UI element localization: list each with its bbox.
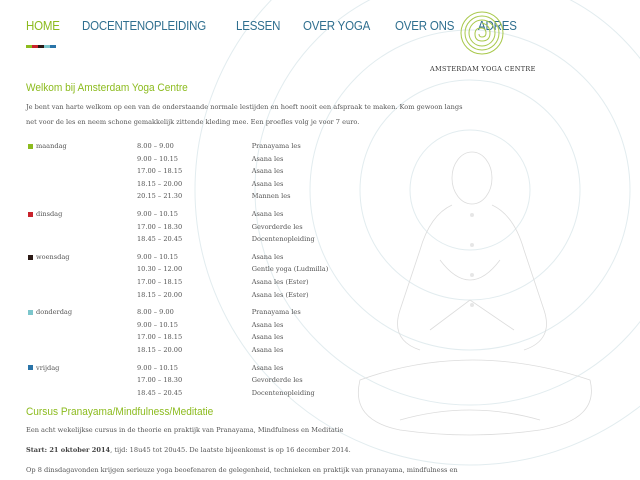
class-cell: Asana les	[251, 179, 284, 188]
day-color-square-icon	[28, 144, 33, 149]
day-cell	[26, 344, 137, 357]
time-cell: 18.15 – 20.00	[136, 179, 183, 188]
class-cell: Asana les (Ester)	[251, 277, 309, 286]
class-cell: Asana les	[251, 252, 284, 261]
day-cell	[26, 178, 137, 191]
logo-text: AMSTERDAM YOGA CENTRE	[430, 65, 536, 73]
class-cell: Docentenopleiding	[251, 388, 315, 397]
nav-lessen[interactable]: LESSEN	[235, 19, 280, 33]
time-cell: 8.00 – 9.00	[136, 142, 174, 150]
day-label: dinsdag	[36, 209, 63, 218]
day-cell	[26, 208, 137, 221]
schedule-day-vrijdag	[26, 362, 356, 400]
schedule-table	[26, 140, 356, 404]
course-description: Een acht wekelijkse cursus in de theorie en praktijk van Pranayama, Mindfulness en Meditatie	[26, 426, 344, 434]
day-label: donderdag	[36, 308, 73, 317]
schedule-row	[26, 319, 356, 332]
time-cell: 17.00 – 18.15	[136, 333, 183, 342]
time-cell: 17.00 – 18.15	[136, 277, 183, 286]
day-color-square-icon	[28, 255, 33, 260]
schedule-row	[26, 208, 356, 221]
nav-home[interactable]: HOME	[26, 19, 60, 33]
color-swatch-blue	[50, 45, 56, 48]
day-label: woensdag	[36, 252, 70, 261]
day-color-square-icon	[28, 310, 33, 315]
schedule-row	[26, 263, 356, 276]
day-cell	[26, 387, 137, 400]
class-cell: Asana les	[251, 320, 284, 329]
schedule-row	[26, 387, 356, 400]
time-cell: 10.30 – 12.00	[136, 265, 183, 274]
class-cell: Asana les	[251, 363, 284, 372]
day-cell	[26, 190, 137, 203]
nav-docentenopleiding[interactable]: DOCENTENOPLEIDING	[81, 19, 206, 33]
schedule-row	[26, 190, 356, 203]
day-cell	[26, 153, 137, 166]
class-cell: Asana les	[251, 167, 284, 176]
class-cell: Asana les	[251, 345, 284, 354]
course-start-rest: , tijd: 18u45 tot 20u45. De laatste bijeenkomst is op 16 december 2014.	[110, 446, 351, 454]
day-cell	[26, 276, 137, 289]
day-color-square-icon	[28, 212, 33, 217]
schedule-row	[26, 374, 356, 387]
day-label: vrijdag	[36, 363, 60, 372]
day-cell	[26, 362, 137, 375]
schedule-row	[26, 165, 356, 178]
day-color-square-icon	[28, 365, 33, 370]
day-cell	[26, 140, 137, 153]
time-cell: 20.15 – 21.30	[136, 192, 183, 201]
class-cell: Gevorderde les	[251, 222, 303, 231]
site-logo[interactable]	[430, 10, 534, 73]
class-cell: Asana les	[251, 209, 284, 218]
day-cell	[26, 331, 137, 344]
time-cell: 8.00 – 9.00	[136, 308, 174, 317]
time-cell: 18.45 – 20.45	[136, 388, 183, 397]
class-cell: Pranayama les	[251, 142, 301, 150]
schedule-day-dinsdag	[26, 208, 356, 246]
time-cell: 9.00 – 10.15	[136, 252, 178, 261]
schedule-row	[26, 233, 356, 246]
time-cell: 9.00 – 10.15	[136, 154, 178, 163]
day-cell	[26, 289, 137, 302]
schedule-row	[26, 331, 356, 344]
day-cell	[26, 251, 137, 264]
intro-line-1: Je bent van harte welkom op een van de onderstaande normale lestijden en hoeft nooit een afspraak te maken. Kom gewoon langs	[26, 103, 463, 111]
time-cell: 18.15 – 20.00	[136, 345, 183, 354]
course-heading: Cursus Pranayama/Mindfulness/Meditatie	[26, 406, 214, 418]
schedule-row	[26, 251, 356, 264]
schedule-day-woensdag	[26, 251, 356, 301]
schedule-row	[26, 221, 356, 234]
day-cell	[26, 306, 137, 319]
day-cell	[26, 374, 137, 387]
class-cell: Asana les (Ester)	[251, 290, 309, 299]
schedule-row	[26, 362, 356, 375]
day-cell	[26, 233, 137, 246]
nav-adres[interactable]: ADRES	[478, 19, 517, 33]
welcome-heading: Welkom bij Amsterdam Yoga Centre	[26, 82, 188, 94]
class-cell: Gentle yoga (Ludmilla)	[251, 265, 329, 274]
time-cell: 18.15 – 20.00	[136, 290, 183, 299]
spiral-logo-icon	[459, 10, 505, 56]
time-cell: 17.00 – 18.15	[136, 167, 183, 176]
nav-over-yoga[interactable]: OVER YOGA	[302, 19, 370, 33]
schedule-day-donderdag	[26, 306, 356, 356]
course-start-label: Start: 21 oktober 2014	[26, 446, 111, 454]
schedule-row	[26, 306, 356, 319]
time-cell: 9.00 – 10.15	[136, 209, 178, 218]
schedule-row	[26, 289, 356, 302]
class-cell: Asana les	[251, 154, 284, 163]
intro-line-2: net voor de les en neem schone gemakkelijk zittende kleding mee. Een proefles volg je voor 7 euro.	[26, 118, 360, 126]
schedule-row	[26, 178, 356, 191]
schedule-row	[26, 140, 356, 153]
day-cell	[26, 263, 137, 276]
class-cell: Mannen les	[251, 192, 291, 201]
class-cell: Asana les	[251, 333, 284, 342]
nav-over-ons[interactable]: OVER ONS	[394, 19, 454, 33]
course-start	[26, 446, 351, 454]
class-cell: Pranayama les	[251, 308, 301, 317]
day-label: maandag	[36, 142, 67, 150]
time-cell: 17.00 – 18.30	[136, 376, 183, 385]
day-cell	[26, 221, 137, 234]
schedule-row	[26, 276, 356, 289]
time-cell: 18.45 – 20.45	[136, 235, 183, 244]
schedule-row	[26, 153, 356, 166]
time-cell: 9.00 – 10.15	[136, 320, 178, 329]
course-more: Op 8 dinsdagavonden krijgen serieuze yoga beoefenaren de gelegenheid, technieken en praktijk van pranayama, mindfulness en	[26, 466, 458, 474]
nav-color-bar	[26, 45, 56, 48]
day-cell	[26, 319, 137, 332]
class-cell: Gevorderde les	[251, 376, 303, 385]
class-cell: Docentenopleiding	[251, 235, 315, 244]
day-cell	[26, 165, 137, 178]
schedule-day-maandag	[26, 140, 356, 203]
time-cell: 17.00 – 18.30	[136, 222, 183, 231]
time-cell: 9.00 – 10.15	[136, 363, 178, 372]
schedule-row	[26, 344, 356, 357]
welcome-intro	[26, 100, 466, 130]
